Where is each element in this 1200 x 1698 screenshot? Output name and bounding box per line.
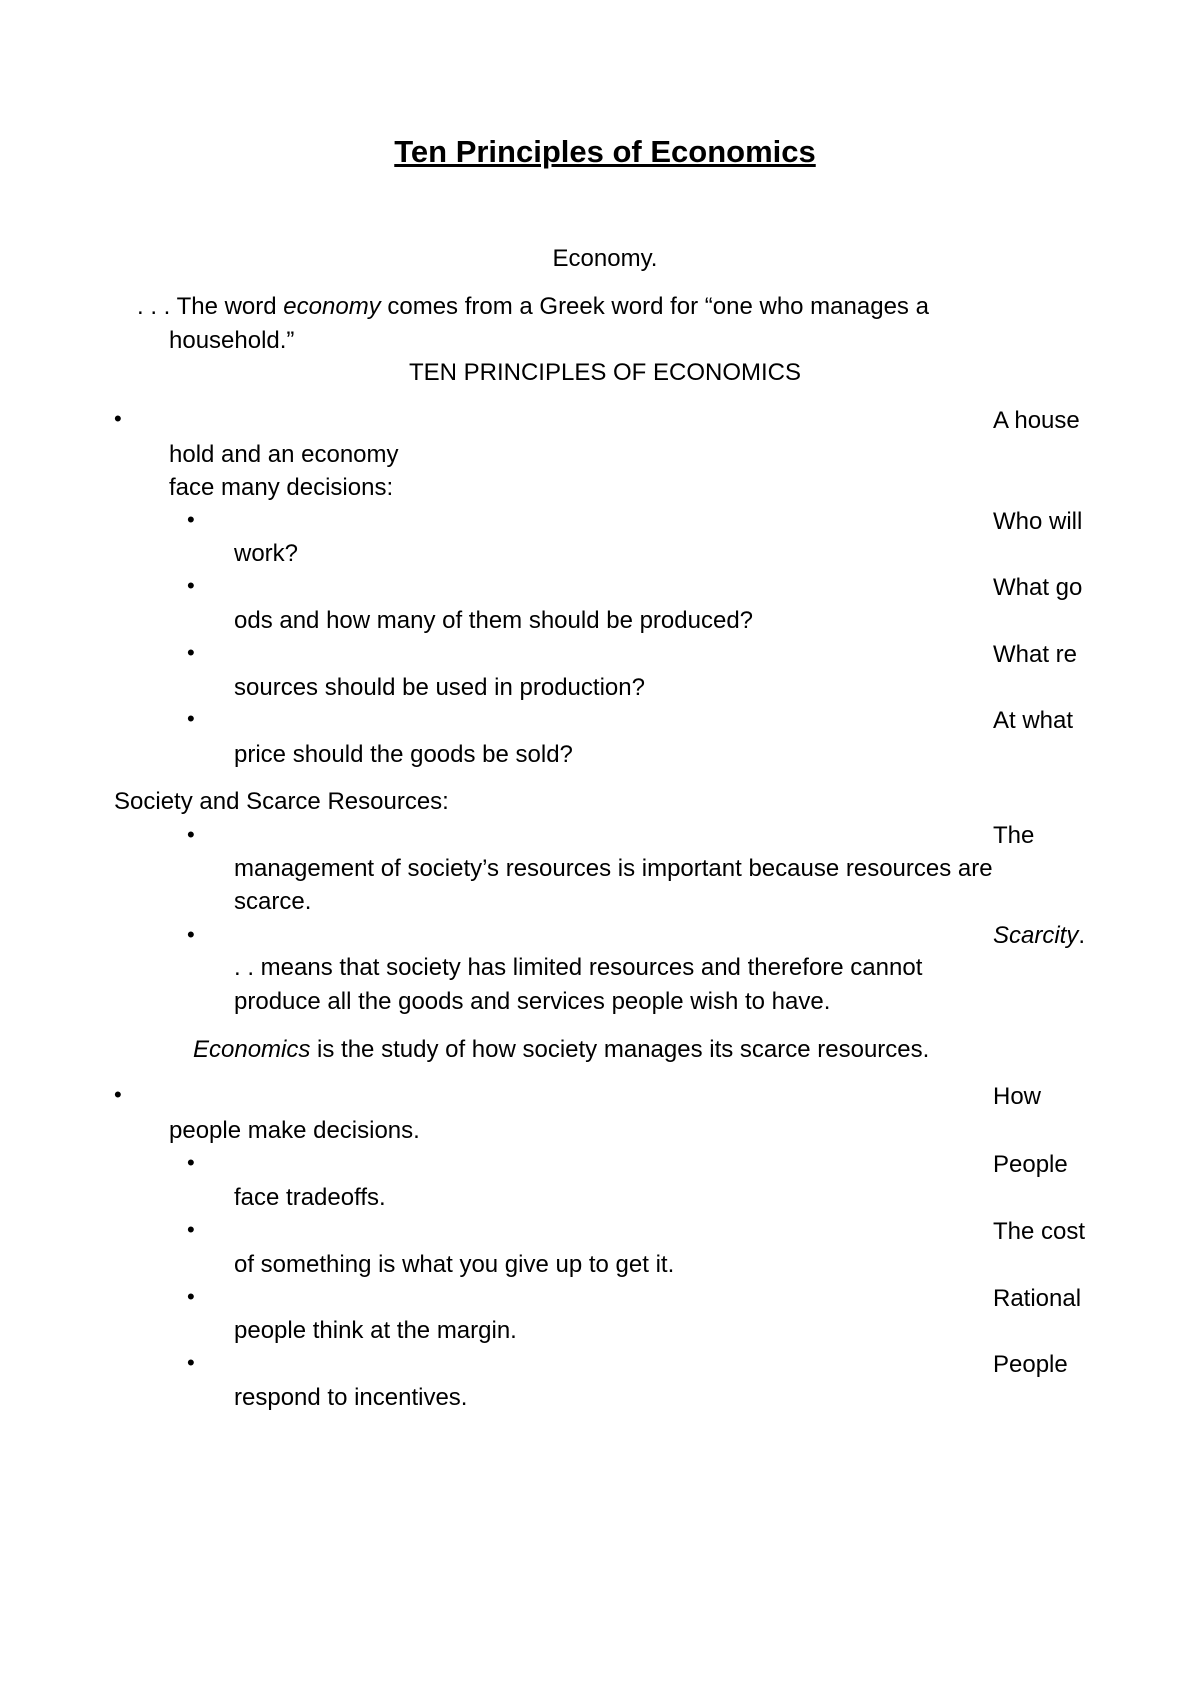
bullet-icon: • bbox=[187, 507, 195, 532]
intro-text-a: . . . The word bbox=[137, 293, 284, 320]
society-item-1-line-3: scarce. bbox=[234, 888, 312, 915]
decisions-item-3-lead: Rational bbox=[993, 1285, 1082, 1312]
society-item-1-lead: The bbox=[993, 822, 1035, 849]
economics-term: Economics bbox=[193, 1036, 311, 1063]
society-heading: Society and Scarce Resources: bbox=[114, 788, 449, 815]
decisions-item-3-rest: people think at the margin. bbox=[234, 1317, 517, 1344]
household-item-1-lead: Who will bbox=[993, 508, 1083, 535]
household-item-3-lead: What re bbox=[993, 641, 1078, 668]
decisions-item-1-rest: face tradeoffs. bbox=[234, 1184, 386, 1211]
society-item-2-line-2: . . means that society has limited resources and therefore cannot bbox=[234, 954, 923, 981]
bullet-icon: • bbox=[114, 406, 122, 431]
section-heading: TEN PRINCIPLES OF ECONOMICS bbox=[408, 359, 802, 386]
bullet-icon: • bbox=[187, 1284, 195, 1309]
household-lead: A house bbox=[993, 407, 1080, 434]
intro-line-2: household.” bbox=[169, 327, 295, 354]
household-line-3: face many decisions: bbox=[169, 474, 394, 501]
economics-definition bbox=[193, 1035, 929, 1065]
scarcity-term-tail: . bbox=[1078, 922, 1086, 949]
intro-text-b: comes from a Greek word for “one who manages a bbox=[380, 293, 929, 320]
bullet-icon: • bbox=[187, 1350, 195, 1375]
scarcity-term: Scarcity bbox=[993, 922, 1079, 949]
bullet-icon: • bbox=[187, 822, 195, 847]
society-item-1-line-2: management of society’s resources is important because resources are bbox=[234, 855, 993, 882]
decisions-item-2-lead: The cost bbox=[993, 1218, 1086, 1245]
decisions-line-2: people make decisions. bbox=[169, 1117, 420, 1144]
household-item-2-rest: ods and how many of them should be produced? bbox=[234, 607, 754, 634]
intro-line-1 bbox=[137, 292, 929, 322]
economics-definition-text: is the study of how society manages its scarce resources. bbox=[310, 1036, 930, 1063]
society-item-2-line-3: produce all the goods and services people wish to have. bbox=[234, 988, 831, 1015]
decisions-item-4-rest: respond to incentives. bbox=[234, 1384, 468, 1411]
bullet-icon: • bbox=[187, 1150, 195, 1175]
household-item-4-lead: At what bbox=[993, 707, 1074, 734]
household-item-2-lead: What go bbox=[993, 574, 1083, 601]
bullet-icon: • bbox=[114, 1082, 122, 1107]
household-line-2: hold and an economy bbox=[169, 441, 399, 468]
economy-heading: Economy. bbox=[552, 245, 658, 272]
household-item-1-rest: work? bbox=[234, 540, 299, 567]
decisions-item-4-lead: People bbox=[993, 1351, 1068, 1378]
decisions-item-2-rest: of something is what you give up to get it. bbox=[234, 1251, 675, 1278]
household-item-4-rest: price should the goods be sold? bbox=[234, 741, 573, 768]
document-title: Ten Principles of Economics bbox=[394, 134, 816, 169]
bullet-icon: • bbox=[187, 573, 195, 598]
society-item-2-lead bbox=[993, 921, 1085, 951]
intro-emphasis: economy bbox=[283, 293, 381, 320]
household-item-3-rest: sources should be used in production? bbox=[234, 674, 645, 701]
bullet-icon: • bbox=[187, 706, 195, 731]
bullet-icon: • bbox=[187, 1217, 195, 1242]
bullet-icon: • bbox=[187, 640, 195, 665]
decisions-lead: How bbox=[993, 1083, 1042, 1110]
decisions-item-1-lead: People bbox=[993, 1151, 1068, 1178]
bullet-icon: • bbox=[187, 922, 195, 947]
